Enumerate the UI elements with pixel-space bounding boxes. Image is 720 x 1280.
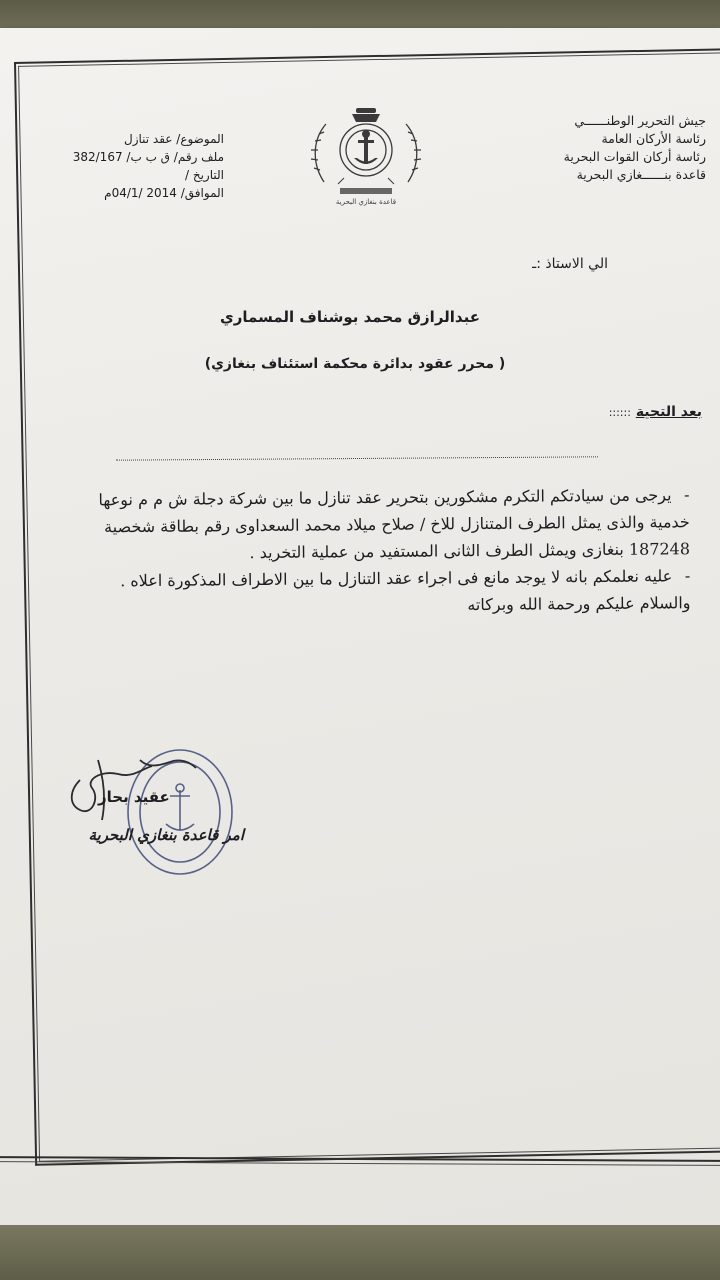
letterhead-line-naval-staff: رئاسة أركان القوات البحرية [563,149,706,164]
paragraph-1-line-2: خدمية والذى يمثل الطرف المتنازل للاخ / صلاح ميلاد محمد السعداوى رقم بطاقة شخصية [104,512,690,537]
emblem-caption: قاعدة بنغازي البحرية [335,198,397,206]
closing-line: والسلام عليكم ورحمة الله وبركاته [467,593,691,615]
paragraph-1-line-3: 187248 بنغازى ويمثل الطرف الثانى المستفيد من عملية التخريد . [249,539,691,563]
subject-line: الموضوع/ عقد تنازل [123,132,224,146]
letter-body [59,481,690,621]
paragraph-1-line-1: -يرجى من سيادتكم التكرم مشكورين بتحرير عقد تنازل ما بين شركة دجلة ش م م نوعها [59,481,689,513]
letterhead-line-base: قاعدة بنــــــغازي البحرية [576,167,706,182]
greeting [609,404,702,420]
bullet-1: - [684,485,690,505]
greeting-dots: :::::: [608,406,631,419]
letterhead-line-army: جيش التحرير الوطنــــــي [574,113,706,128]
addressee-line: الي الاستاذ :ـ [532,256,608,272]
letterhead-left [34,130,224,202]
navy-anchor-emblem-icon [304,104,428,208]
recipient-name: عبدالرازق محمد بوشناف المسماري [220,308,480,326]
file-number-line: ملف رقم/ ق ب ب/ 382/167 [72,150,224,164]
backdrop-bottom [0,1225,720,1280]
date-value: الموافق/ 2014 /04/1م [104,186,224,200]
signer-position: امر قاعدة بنغازي البحرية [88,826,244,844]
bullet-2: - [684,566,691,586]
letterhead-right [486,112,706,184]
signer-rank: عقيد بحار [98,788,170,806]
official-stamp-icon [40,740,280,890]
recipient-title: ( محرر عقود بدائرة محكمة استئناف بنغازي) [204,356,506,372]
paragraph-2: -عليه نعلمكم بانه لا يوجد مانع فى اجراء عقد التنازل ما بين الاطراف المذكورة اعلاه . [60,562,690,594]
letterhead-line-general-staff: رئاسة الأركان العامة [601,131,706,146]
date-label: التاريخ / [184,168,224,182]
signature-stamp-area [40,740,280,890]
greeting-text: بعد التحية [635,404,702,420]
